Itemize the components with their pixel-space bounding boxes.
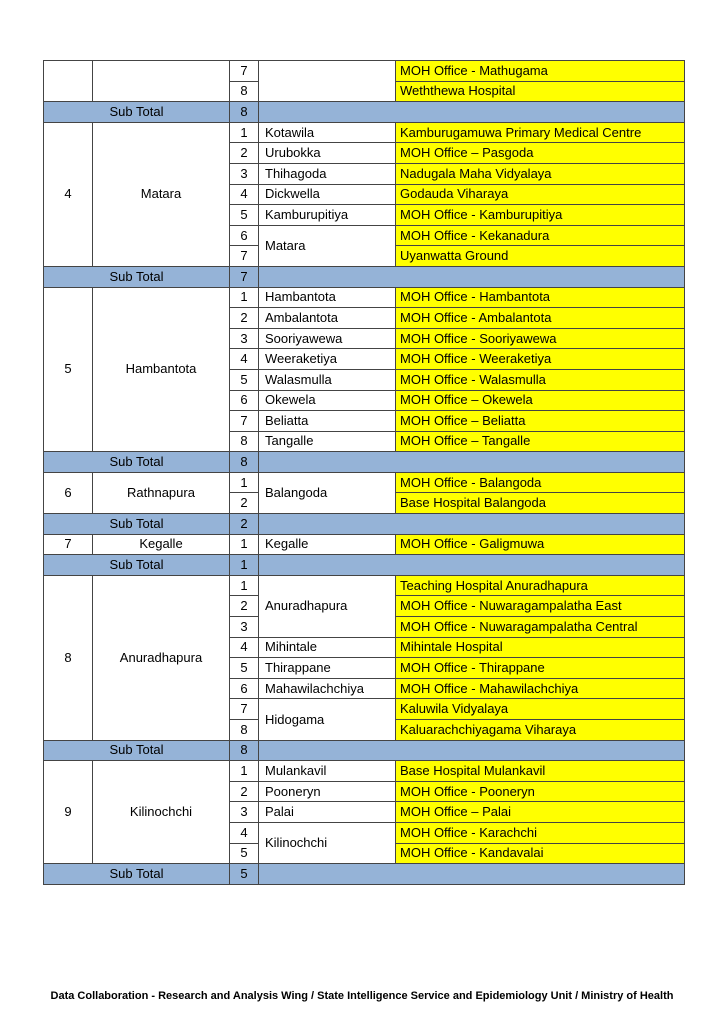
subtotal-label: Sub Total [44,740,230,761]
centre-index-cell: 1 [230,287,259,308]
centre-index-cell: 2 [230,781,259,802]
centre-index-cell: 1 [230,122,259,143]
moh-area-cell: Urubokka [259,143,396,164]
centre-index-cell: 3 [230,328,259,349]
vaccination-centre-cell: MOH Office – Pasgoda [396,143,685,164]
moh-area-cell: Palai [259,802,396,823]
vaccination-centre-cell: MOH Office - Weeraketiya [396,349,685,370]
subtotal-row [44,514,685,535]
vaccination-centre-cell: MOH Office - Hambantota [396,287,685,308]
vaccination-centre-cell: Godauda Viharaya [396,184,685,205]
table-row [44,472,685,493]
serial-number-cell: 5 [44,287,93,452]
moh-area-cell: Mahawilachchiya [259,678,396,699]
vaccination-centre-cell: Kamburugamuwa Primary Medical Centre [396,122,685,143]
centre-index-cell: 5 [230,205,259,226]
vaccination-centre-cell: Kaluarachchiyagama Viharaya [396,720,685,741]
subtotal-label: Sub Total [44,266,230,287]
centre-index-cell: 4 [230,637,259,658]
page-footer: Data Collaboration - Research and Analysis Wing / State Intelligence Service and Epidemiology Unit / Ministry of Health [50,990,674,1002]
district-cell: Rathnapura [93,472,230,513]
subtotal-empty-cell [259,555,685,576]
moh-area-cell: Ambalantota [259,308,396,329]
moh-area-cell: Walasmulla [259,369,396,390]
vaccination-centre-cell: Weththewa Hospital [396,81,685,102]
centre-index-cell: 1 [230,534,259,555]
subtotal-count: 8 [230,452,259,473]
centre-index-cell: 8 [230,720,259,741]
serial-number-cell: 4 [44,122,93,266]
subtotal-empty-cell [259,266,685,287]
district-cell: Kilinochchi [93,761,230,864]
subtotal-count: 8 [230,102,259,123]
moh-area-cell: Tangalle [259,431,396,452]
vaccination-centre-cell: MOH Office - Balangoda [396,472,685,493]
district-cell: Hambantota [93,287,230,452]
centre-index-cell: 5 [230,843,259,864]
moh-area-cell: Pooneryn [259,781,396,802]
vaccination-centre-cell: Mihintale Hospital [396,637,685,658]
moh-area-cell [259,61,396,102]
serial-number-cell: 8 [44,575,93,740]
subtotal-row [44,740,685,761]
vaccination-centre-cell: MOH Office - Kekanadura [396,225,685,246]
vaccination-centres-table [43,60,685,885]
vaccination-centre-cell: MOH Office – Palai [396,802,685,823]
centre-index-cell: 2 [230,493,259,514]
moh-area-cell: Dickwella [259,184,396,205]
centre-index-cell: 6 [230,678,259,699]
vaccination-centre-cell: MOH Office - Walasmulla [396,369,685,390]
moh-area-cell: Thirappane [259,658,396,679]
centre-index-cell: 6 [230,225,259,246]
centre-index-cell: 1 [230,761,259,782]
vaccination-centre-cell: MOH Office - Mathugama [396,61,685,82]
vaccination-centre-cell: MOH Office - Ambalantota [396,308,685,329]
moh-area-cell: Sooriyawewa [259,328,396,349]
centre-index-cell: 4 [230,184,259,205]
subtotal-row [44,102,685,123]
centre-index-cell: 5 [230,369,259,390]
moh-area-cell: Mihintale [259,637,396,658]
centre-index-cell: 1 [230,472,259,493]
subtotal-empty-cell [259,864,685,885]
vaccination-centre-cell: MOH Office - Galigmuwa [396,534,685,555]
vaccination-centre-cell: MOH Office - Pooneryn [396,781,685,802]
moh-area-cell: Mulankavil [259,761,396,782]
vaccination-centre-cell: Base Hospital Balangoda [396,493,685,514]
vaccination-centre-cell: MOH Office - Karachchi [396,822,685,843]
serial-number-cell: 7 [44,534,93,555]
subtotal-count: 5 [230,864,259,885]
subtotal-empty-cell [259,102,685,123]
vaccination-centre-cell: MOH Office - Mahawilachchiya [396,678,685,699]
centre-index-cell: 7 [230,61,259,82]
centre-index-cell: 7 [230,699,259,720]
table-row [44,575,685,596]
moh-area-cell: Weeraketiya [259,349,396,370]
subtotal-count: 7 [230,266,259,287]
district-cell: Anuradhapura [93,575,230,740]
subtotal-empty-cell [259,452,685,473]
moh-area-cell: Kegalle [259,534,396,555]
vaccination-centres-table-wrap [43,60,684,885]
table-row [44,61,685,82]
vaccination-centre-cell: Teaching Hospital Anuradhapura [396,575,685,596]
subtotal-row [44,555,685,576]
subtotal-count: 2 [230,514,259,535]
moh-area-cell: Anuradhapura [259,575,396,637]
vaccination-centre-cell: Base Hospital Mulankavil [396,761,685,782]
subtotal-count: 1 [230,555,259,576]
centre-index-cell: 6 [230,390,259,411]
subtotal-label: Sub Total [44,452,230,473]
subtotal-label: Sub Total [44,864,230,885]
moh-area-cell: Beliatta [259,411,396,432]
table-row [44,534,685,555]
vaccination-centre-cell: MOH Office - Kamburupitiya [396,205,685,226]
serial-number-cell: 6 [44,472,93,513]
vaccination-centre-cell: MOH Office – Okewela [396,390,685,411]
moh-area-cell: Balangoda [259,472,396,513]
centre-index-cell: 4 [230,349,259,370]
district-cell [93,61,230,102]
centre-index-cell: 3 [230,802,259,823]
serial-number-cell [44,61,93,102]
vaccination-centre-cell: MOH Office - Kandavalai [396,843,685,864]
subtotal-empty-cell [259,514,685,535]
centre-index-cell: 8 [230,431,259,452]
subtotal-empty-cell [259,740,685,761]
centre-index-cell: 7 [230,246,259,267]
vaccination-centre-cell: Uyanwatta Ground [396,246,685,267]
vaccination-centre-cell: MOH Office - Thirappane [396,658,685,679]
table-row [44,761,685,782]
centre-index-cell: 8 [230,81,259,102]
subtotal-label: Sub Total [44,102,230,123]
moh-area-cell: Kamburupitiya [259,205,396,226]
centre-index-cell: 3 [230,163,259,184]
district-cell: Matara [93,122,230,266]
centre-index-cell: 2 [230,596,259,617]
vaccination-centre-cell: MOH Office – Beliatta [396,411,685,432]
moh-area-cell: Kotawila [259,122,396,143]
district-cell: Kegalle [93,534,230,555]
centre-index-cell: 3 [230,617,259,638]
centre-index-cell: 2 [230,308,259,329]
vaccination-centre-cell: MOH Office - Nuwaragampalatha Central [396,617,685,638]
centre-index-cell: 2 [230,143,259,164]
moh-area-cell: Thihagoda [259,163,396,184]
subtotal-row [44,266,685,287]
table-row [44,122,685,143]
table-body [44,61,685,885]
serial-number-cell: 9 [44,761,93,864]
subtotal-label: Sub Total [44,555,230,576]
table-row [44,287,685,308]
subtotal-row [44,452,685,473]
vaccination-centre-cell: Nadugala Maha Vidyalaya [396,163,685,184]
vaccination-centre-cell: MOH Office – Tangalle [396,431,685,452]
centre-index-cell: 4 [230,822,259,843]
subtotal-label: Sub Total [44,514,230,535]
moh-area-cell: Hidogama [259,699,396,740]
vaccination-centre-cell: Kaluwila Vidyalaya [396,699,685,720]
centre-index-cell: 1 [230,575,259,596]
subtotal-row [44,864,685,885]
moh-area-cell: Matara [259,225,396,266]
vaccination-centre-cell: MOH Office - Nuwaragampalatha East [396,596,685,617]
moh-area-cell: Hambantota [259,287,396,308]
moh-area-cell: Okewela [259,390,396,411]
centre-index-cell: 5 [230,658,259,679]
moh-area-cell: Kilinochchi [259,822,396,863]
subtotal-count: 8 [230,740,259,761]
vaccination-centre-cell: MOH Office - Sooriyawewa [396,328,685,349]
centre-index-cell: 7 [230,411,259,432]
